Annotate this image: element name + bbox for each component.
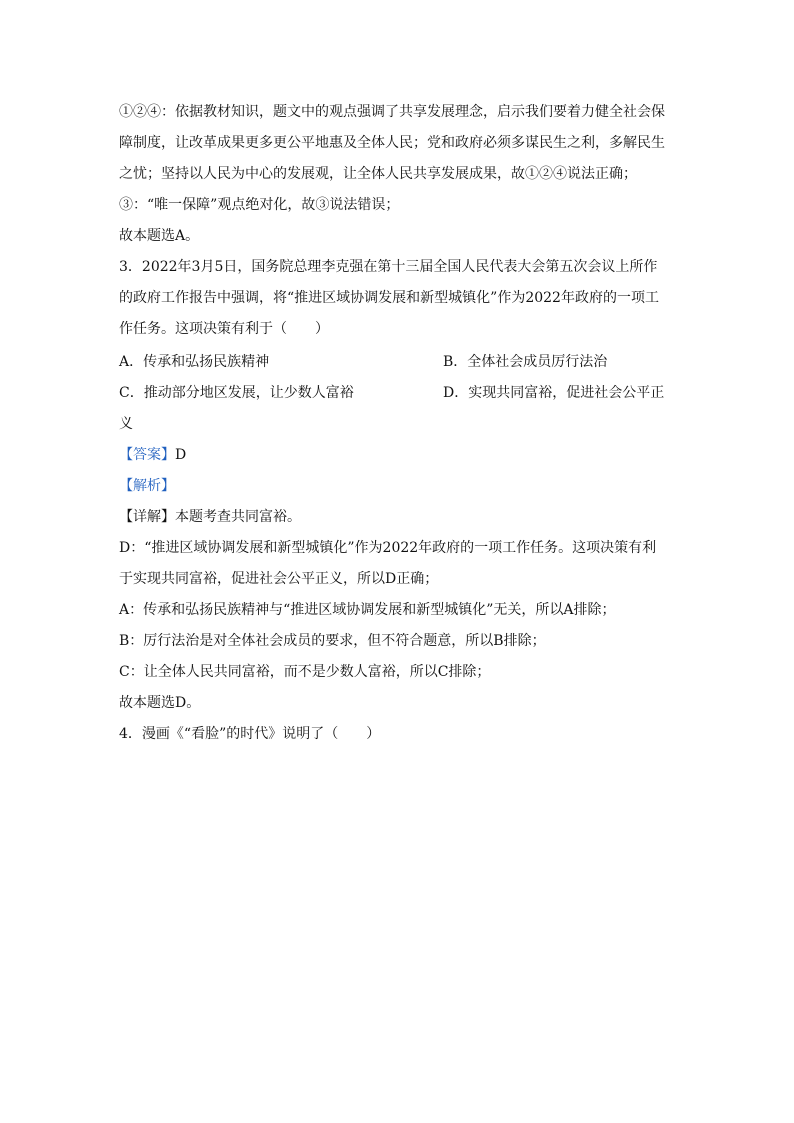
- q3-stem-line-1: 3．2022年3月5日，国务院总理李克强在第十三届全国人民代表大会第五次会议上所作: [119, 259, 658, 275]
- q3-d-explain-line-1: D：“推进区域协调发展和新型城镇化”作为2022年政府的一项工作任务。这项决策有利: [119, 540, 657, 556]
- prev-conclusion: 故本题选A。: [119, 228, 200, 244]
- analysis-tag: 【解析】: [119, 478, 175, 494]
- prev-analysis-line-1: ①②④：依据教材知识，题文中的观点强调了共享发展理念，启示我们要着力健全社会保: [119, 104, 665, 120]
- q3-analysis-heading: [119, 476, 175, 496]
- q3-option-d: D．实现共同富裕，促进社会公平正: [443, 385, 665, 401]
- q3-stem-line-2: 的政府工作报告中强调，将“推进区域协调发展和新型城镇化”作为2022年政府的一项工: [119, 290, 659, 306]
- q3-option-a: A．传承和弘扬民族精神: [119, 354, 270, 370]
- q3-option-d-wrap: 义: [119, 416, 133, 432]
- q3-answer: [119, 445, 186, 465]
- prev-analysis-line-2: 障制度，让改革成果更多更公平地惠及全体人民；党和政府必须多谋民生之利，多解民生: [119, 135, 665, 151]
- q3-option-b: B．全体社会成员厉行法治: [443, 354, 608, 370]
- q3-d-explain-line-2: 于实现共同富裕，促进社会公平正义，所以D正确；: [119, 571, 439, 587]
- q3-b-explain: B：厉行法治是对全体社会成员的要求，但不符合题意，所以B排除；: [119, 633, 546, 649]
- q3-c-explain: C：让全体人民共同富裕，而不是少数人富裕，所以C排除；: [119, 664, 491, 680]
- answer-value: D: [175, 447, 187, 463]
- q4-stem: 4．漫画《“看脸”的时代》说明了（ ）: [119, 726, 381, 742]
- prev-analysis-line-3: 之忧；坚持以人民为中心的发展观，让全体人民共享发展成果，故①②④说法正确；: [119, 166, 637, 182]
- q3-conclusion: 故本题选D。: [119, 695, 201, 711]
- q3-option-c: C．推动部分地区发展，让少数人富裕: [119, 385, 354, 401]
- detail-text: 本题考查共同富裕。: [175, 509, 301, 525]
- answer-tag: 【答案】: [119, 447, 175, 463]
- q3-stem-line-3: 作任务。这项决策有利于（ ）: [119, 321, 329, 337]
- detail-tag: 【详解】: [119, 509, 175, 525]
- q3-a-explain: A：传承和弘扬民族精神与“推进区域协调发展和新型城镇化”无关，所以A排除；: [119, 602, 616, 618]
- q3-detail: [119, 507, 301, 527]
- prev-analysis-line-4: ③：“唯一保障”观点绝对化，故③说法错误；: [119, 197, 400, 213]
